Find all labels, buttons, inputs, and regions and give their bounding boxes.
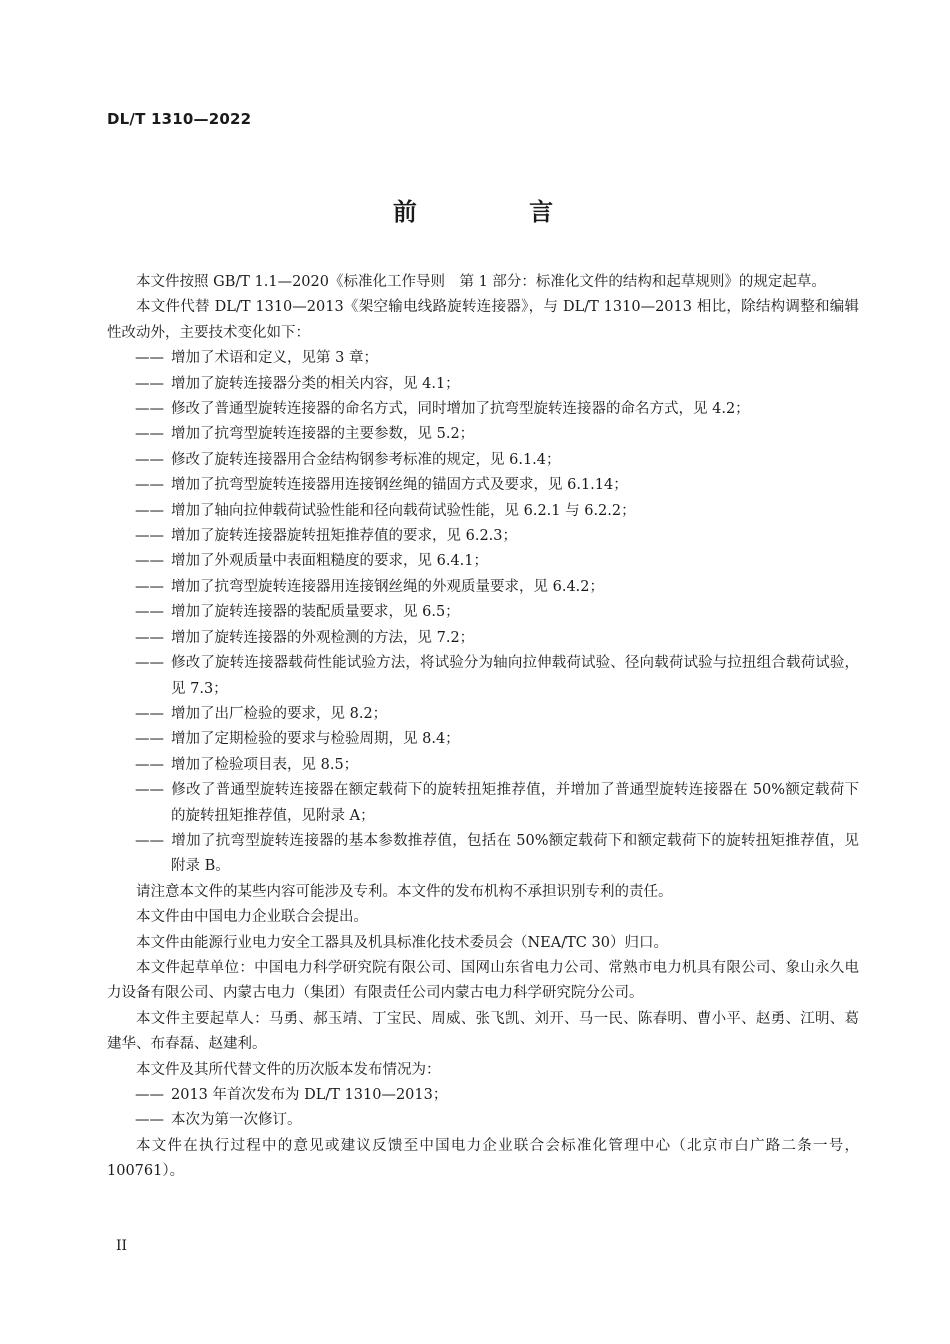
paragraph-replacement: 本文件代替 DL/T 1310—2013《架空输电线路旋转连接器》，与 DL/T 1310—2013 相比，除结构调整和编辑性改动外，主要技术变化如下： bbox=[107, 299, 859, 341]
dash-marker: —— bbox=[135, 832, 164, 849]
list-item: —— 增加了出厂检验的要求，见 8.2； bbox=[107, 702, 859, 727]
dash-marker: —— bbox=[135, 553, 164, 570]
dash-marker: —— bbox=[135, 1087, 164, 1103]
dash-marker: —— bbox=[135, 705, 164, 722]
changes-list bbox=[107, 346, 859, 880]
history-list bbox=[107, 1083, 859, 1134]
dash-marker: —— bbox=[135, 756, 164, 773]
paragraph-version-history: 本文件及其所代替文件的历次版本发布情况为： bbox=[136, 1061, 441, 1078]
standard-code: DL/T 1310—2022 bbox=[107, 110, 252, 128]
list-item: —— 增加了抗弯型旋转连接器用连接钢丝绳的锚固方式及要求，见 6.1.14； bbox=[107, 473, 859, 498]
list-item: —— 增加了外观质量中表面粗糙度的要求，见 6.4.1； bbox=[107, 549, 859, 574]
dash-marker: —— bbox=[135, 731, 164, 748]
document-body bbox=[107, 270, 859, 1185]
list-item: —— 2013 年首次发布为 DL/T 1310—2013； bbox=[107, 1083, 859, 1108]
dash-marker: —— bbox=[135, 578, 164, 595]
paragraph-feedback: 本文件在执行过程中的意见或建议反馈至中国电力企业联合会标准化管理中心（北京市白广路二条一号，100761）。 bbox=[107, 1137, 859, 1180]
paragraph-patent-notice: 请注意本文件的某些内容可能涉及专利。本文件的发布机构不承担识别专利的责任。 bbox=[136, 883, 673, 900]
list-item: —— 增加了抗弯型旋转连接器的基本参数推荐值，包括在 50%额定载荷下和额定载荷下的旋转扭矩推荐值，见附录 B。 bbox=[107, 829, 859, 880]
list-item: —— 修改了旋转连接器用合金结构钢参考标准的规定，见 6.1.4； bbox=[107, 448, 859, 473]
list-item: —— 增加了轴向拉伸载荷试验性能和径向载荷试验性能，见 6.2.1 与 6.2.2； bbox=[107, 499, 859, 524]
list-item: —— 增加了检验项目表，见 8.5； bbox=[107, 753, 859, 778]
list-item: —— 本次为第一次修订。 bbox=[107, 1108, 859, 1133]
paragraph-committee: 本文件由能源行业电力安全工器具及机具标准化技术委员会（NEA/TC 30）归口。 bbox=[136, 934, 668, 951]
page-number: II bbox=[116, 1238, 128, 1254]
list-item: —— 修改了旋转连接器载荷性能试验方法，将试验分为轴向拉伸载荷试验、径向载荷试验与拉扭组合载荷试验，见 7.3； bbox=[107, 651, 859, 702]
dash-marker: —— bbox=[135, 477, 164, 494]
dash-marker: —— bbox=[135, 350, 164, 367]
dash-marker: —— bbox=[135, 528, 164, 545]
list-item: —— 修改了普通型旋转连接器在额定载荷下的旋转扭矩推荐值，并增加了普通型旋转连接器在 50%额定载荷下的旋转扭矩推荐值，见附录 A； bbox=[107, 778, 859, 829]
dash-marker: —— bbox=[135, 782, 164, 799]
paragraph-drafters: 本文件主要起草人：马勇、郝玉靖、丁宝民、周威、张飞凯、刘开、马一民、陈春明、曹小平、赵勇、江明、葛建华、布春磊、赵建利。 bbox=[107, 1010, 859, 1053]
dash-marker: —— bbox=[135, 426, 164, 443]
list-item: —— 增加了抗弯型旋转连接器的主要参数，见 5.2； bbox=[107, 422, 859, 447]
dash-marker: —— bbox=[135, 604, 164, 621]
paragraph-drafting-rule: 本文件按照 GB/T 1.1—2020《标准化工作导则 第 1 部分：标准化文件的结构和起草规则》的规定起草。 bbox=[136, 274, 826, 290]
list-item: —— 增加了定期检验的要求与检验周期，见 8.4； bbox=[107, 727, 859, 752]
list-item: —— 增加了旋转连接器旋转扭矩推荐值的要求，见 6.2.3； bbox=[107, 524, 859, 549]
dash-marker: —— bbox=[135, 655, 164, 672]
list-item: —— 增加了术语和定义，见第 3 章； bbox=[107, 346, 859, 371]
list-item: —— 增加了旋转连接器分类的相关内容，见 4.1； bbox=[107, 372, 859, 397]
dash-marker: —— bbox=[135, 1112, 164, 1129]
page-title: 前 言 bbox=[392, 198, 606, 226]
paragraph-proposer: 本文件由中国电力企业联合会提出。 bbox=[136, 909, 368, 926]
dash-marker: —— bbox=[135, 375, 164, 392]
list-item: —— 增加了旋转连接器的外观检测的方法，见 7.2； bbox=[107, 626, 859, 651]
list-item: —— 增加了抗弯型旋转连接器用连接钢丝绳的外观质量要求，见 6.4.2； bbox=[107, 575, 859, 600]
list-item: —— 修改了普通型旋转连接器的命名方式，同时增加了抗弯型旋转连接器的命名方式，见 4.2； bbox=[107, 397, 859, 422]
dash-marker: —— bbox=[135, 629, 164, 646]
dash-marker: —— bbox=[135, 502, 164, 519]
dash-marker: —— bbox=[135, 401, 164, 418]
dash-marker: —— bbox=[135, 451, 164, 468]
list-item: —— 增加了旋转连接器的装配质量要求，见 6.5； bbox=[107, 600, 859, 625]
paragraph-drafting-units: 本文件起草单位：中国电力科学研究院有限公司、国网山东省电力公司、常熟市电力机具有限公司、象山永久电力设备有限公司、内蒙古电力（集团）有限责任公司内蒙古电力科学研究院分公司。 bbox=[107, 959, 859, 1002]
